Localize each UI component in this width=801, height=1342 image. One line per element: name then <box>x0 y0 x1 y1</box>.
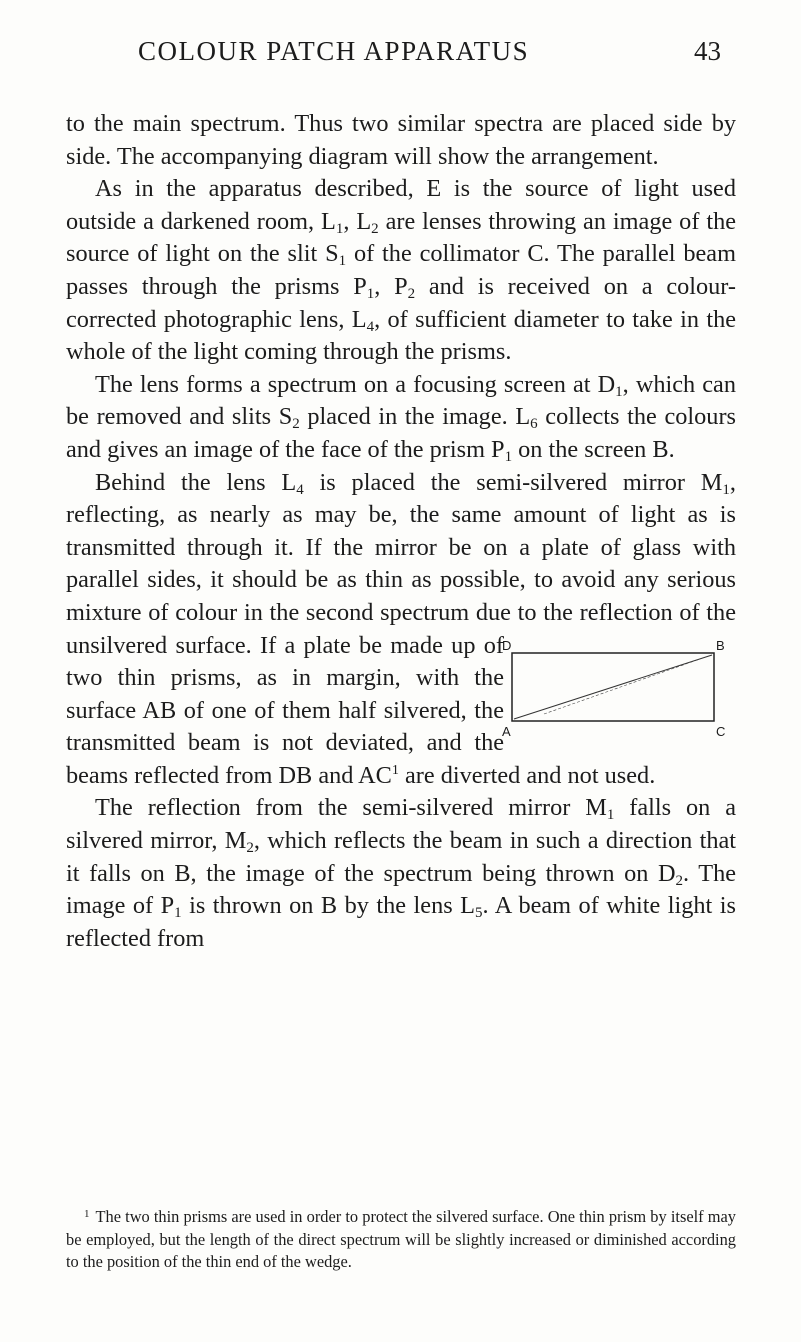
footnote-text: The two thin prisms are used in order to protect the silvered surface. One thin prism by itself may be employed, but the length of the direct spectrum will be slightly increased or diminished according to the position of the thin end of the wedge. <box>66 1207 736 1271</box>
paragraph-3: The lens forms a spectrum on a focusing screen at $D_1$, which can be removed and slits $S_2$ placed in the image. $L_6$ collects the colours and gives an image of the face of the prism $P_1$ on the screen B. <box>66 370 736 465</box>
label-c: C <box>716 723 726 739</box>
prism-diagram <box>502 630 730 756</box>
label-a: A <box>502 723 511 739</box>
paragraph-5: The reflection from the semi-silvered mirror $M_1$ falls on a silvered mirror, $M_2$, which reflects the beam in such a direction that it falls on B, the image of the spectrum being thrown on $D_2$. The image of $P_1$ is thrown on B by the lens $L_5$. A beam of white light is reflected from <box>66 794 737 952</box>
page-number: 43 <box>694 36 721 66</box>
running-header <box>0 36 801 76</box>
label-b: B <box>716 637 725 653</box>
paragraph-1: to the main spectrum. Thus two similar spectra are placed side by side. The accompanying diagram will show the arrangement. <box>66 110 736 170</box>
paragraph-4: Behind the lens $L_4$ is placed the semi-silvered mirror $M_1$, reflecting, as nearly as may be, the same amount of light as is transmitted through it. If the mirror be on a plate of glass with parallel sides, it should be as thin as possible, to avoid any serious mixture of colour in the second spectrum due to the reflection of the unsilvered surface. If a plate be made up of two thin prisms, as in margin, with the surface AB of one of them half silvered, the transmitted beam is not deviated, and the beams reflected from DB and $AC^1$ are diverted and not used. <box>66 468 736 789</box>
body-text <box>66 108 736 955</box>
footnote-mark: 1 <box>84 1208 90 1220</box>
prism-diagram-svg <box>502 630 730 756</box>
diagonal-silvered-surface <box>514 655 712 719</box>
footnote <box>66 1206 736 1274</box>
diagonal-hatch-line <box>544 659 700 714</box>
label-d: D <box>502 637 512 653</box>
running-title: COLOUR PATCH APPARATUS <box>138 36 530 66</box>
paragraph-2: As in the apparatus described, E is the source of light used outside a darkened room, $L_1$, $L_2$ are lenses throwing an image of the source of light on the slit $S_1$ of the collimator C. The parallel beam passes through the prisms $P_1$, $P_2$ and is received on a colour-corrected photographic lens, $L_4$, of sufficient diameter to take in the whole of the light coming through the prisms. <box>66 175 737 366</box>
